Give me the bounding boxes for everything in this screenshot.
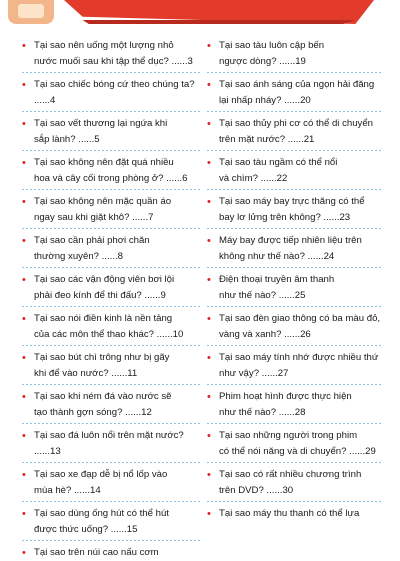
toc-entry-line — [34, 171, 202, 187]
dotted-divider — [22, 267, 202, 268]
toc-entry-text: Tại sao máy bay trực thăng có thể — [219, 196, 365, 207]
leader-dots: ...... — [276, 407, 295, 418]
bullet-icon: • — [207, 430, 211, 442]
toc-entry[interactable] — [207, 506, 383, 522]
dotted-divider — [207, 345, 383, 346]
toc-entry-text: Tại sao vết thương lại ngứa khi — [34, 118, 168, 129]
dotted-divider — [207, 462, 383, 463]
leader-dots: ...... — [108, 524, 127, 535]
dotted-divider — [207, 267, 383, 268]
toc-entry[interactable] — [207, 194, 383, 226]
toc-entry[interactable] — [22, 467, 202, 499]
toc-entry[interactable] — [22, 389, 202, 421]
toc-entry-text: Tại sao dùng ống hút có thể hút — [34, 508, 169, 519]
bullet-icon: • — [22, 235, 26, 247]
bullet-icon: • — [22, 469, 26, 481]
toc-entry-line — [34, 116, 202, 132]
toc-page-number: 13 — [50, 446, 61, 457]
dotted-divider — [22, 501, 202, 502]
toc-entry-line — [34, 272, 202, 288]
toc-entry-text: Tại sao khi ném đá vào nước sẽ — [34, 391, 172, 402]
toc-entry-line — [219, 327, 383, 343]
toc-entry-line — [34, 405, 202, 421]
toc-page-number: 8 — [117, 251, 124, 262]
header-banner — [0, 0, 400, 30]
toc-entry-line — [34, 288, 202, 304]
bullet-icon: • — [22, 313, 26, 325]
leader-dots: ...... — [320, 212, 340, 223]
dotted-divider — [207, 501, 383, 502]
toc-entry[interactable] — [22, 38, 202, 70]
toc-entry-text: như vậy? — [219, 368, 260, 379]
bullet-icon: • — [22, 274, 26, 286]
toc-entry-text: trên DVD? — [219, 485, 264, 496]
toc-entry-line — [34, 366, 202, 382]
toc-entry-line — [219, 171, 383, 187]
dotted-divider — [22, 150, 202, 151]
toc-entry-line — [34, 210, 202, 226]
toc-entry-text: phải đeo kính để thi đấu? — [34, 290, 142, 301]
toc-entry-text: Tại sao không nên mặc quần áo — [34, 196, 172, 207]
leader-dots: ...... — [34, 95, 50, 106]
toc-page-number: 21 — [303, 134, 315, 145]
bullet-icon: • — [207, 391, 211, 403]
toc-page-number: 6 — [182, 173, 188, 184]
toc-page-number: 7 — [148, 212, 154, 223]
toc-entry[interactable] — [22, 155, 202, 187]
toc-entry-text: nước muối sau khi tập thể dục? — [34, 56, 169, 67]
bullet-icon: • — [22, 118, 26, 130]
toc-entry-line — [219, 233, 383, 249]
toc-entry-line — [219, 77, 383, 93]
toc-entry-line — [219, 483, 383, 499]
leader-dots: ...... — [276, 56, 296, 67]
toc-entry-text: mùa hè? — [34, 485, 72, 496]
toc-entry-line — [34, 389, 202, 405]
toc-page-number: 12 — [141, 407, 152, 418]
bullet-icon: • — [22, 79, 26, 91]
toc-entry-line — [34, 77, 202, 109]
toc-entry-line — [34, 194, 202, 210]
toc-entry-line — [219, 467, 383, 483]
toc-entry-line — [219, 272, 383, 288]
leader-dots: ...... — [259, 368, 278, 379]
toc-entry-line — [34, 428, 202, 460]
toc-entry[interactable] — [22, 194, 202, 226]
dotted-divider — [22, 228, 202, 229]
bullet-icon: • — [207, 352, 211, 364]
bullet-icon: • — [22, 430, 26, 442]
toc-entry-text: khi để vào nước? — [34, 368, 109, 379]
toc-entry-text: Tại sao cần phải phơi chăn — [34, 235, 150, 246]
bullet-icon: • — [22, 547, 26, 559]
toc-entry-text: của các môn thể thao khác? — [34, 329, 154, 340]
leader-dots: ...... — [276, 290, 295, 301]
bullet-icon: • — [22, 157, 26, 169]
toc-page-number: 25 — [294, 290, 306, 301]
toc-entry-text: không như thế nào? — [219, 251, 305, 262]
dotted-divider — [207, 228, 383, 229]
toc-page-number: 26 — [300, 329, 311, 340]
book-illustration — [8, 0, 54, 24]
toc-entry-text: tạo thành gợn sóng? — [34, 407, 123, 418]
leader-dots: ...... — [99, 251, 118, 262]
bullet-icon: • — [207, 196, 211, 208]
dotted-divider — [22, 423, 202, 424]
bullet-icon: • — [22, 352, 26, 364]
toc-entry-text: Tại sao đá luôn nổi trên mặt nước? — [34, 430, 184, 441]
toc-entry[interactable] — [207, 116, 383, 148]
toc-entry-text: và chìm? — [219, 173, 258, 184]
toc-page-number: 4 — [50, 95, 56, 106]
dotted-divider — [207, 111, 383, 112]
leader-dots: ...... — [257, 173, 277, 184]
toc-entry-line — [219, 428, 383, 444]
toc-entry-text: ngay sau khi giặt khô? — [34, 212, 130, 223]
toc-entry-text: ngược dòng? — [219, 56, 277, 67]
toc-entry-line — [34, 350, 202, 366]
toc-entry-line — [34, 233, 202, 249]
toc-entry-text: như thế nào? — [219, 407, 277, 418]
toc-entry-text: sắp lành? — [34, 134, 76, 145]
dotted-divider — [207, 189, 383, 190]
bullet-icon: • — [207, 508, 211, 520]
toc-entry-text: Tại sao nên uống một lượng nhỏ — [34, 40, 174, 51]
toc-entry-line — [34, 506, 202, 522]
toc-entry[interactable] — [22, 272, 202, 304]
toc-page-number: 22 — [276, 173, 288, 184]
toc-entry-text: vàng và xanh? — [219, 329, 282, 340]
bullet-icon: • — [22, 391, 26, 403]
toc-entry-line — [219, 249, 383, 265]
toc-page-number: 3 — [187, 56, 193, 67]
toc-entry[interactable] — [207, 350, 383, 382]
toc-page-number: 9 — [160, 290, 166, 301]
toc-entry-text: có thể nói năng và di chuyển? — [219, 446, 347, 457]
toc-entry[interactable] — [207, 155, 383, 187]
toc-entry-text: Điện thoại truyền âm thanh — [219, 274, 335, 285]
toc-entry-text: Tại sao nói điền kinh là nền tảng — [34, 313, 173, 324]
toc-entry-line — [34, 467, 202, 483]
dotted-divider — [22, 540, 202, 541]
toc-page-number: 29 — [365, 446, 376, 457]
bullet-icon: • — [22, 196, 26, 208]
toc-entry-text: Tại sao có rất nhiều chương trình — [219, 469, 362, 480]
leader-dots: ...... — [281, 329, 301, 340]
dotted-divider — [22, 306, 202, 307]
toc-entry-text: lại nhấp nháy? — [219, 95, 282, 106]
leader-dots: ...... — [108, 368, 128, 379]
toc-entry-line — [219, 132, 383, 148]
toc-entry[interactable] — [207, 77, 383, 109]
toc-entry-text: Tại sao đèn giao thông có ba màu đỏ, — [219, 313, 381, 324]
toc-entry[interactable] — [22, 428, 202, 460]
toc-entry[interactable] — [207, 311, 383, 343]
toc-entry-text: thường xuyên? — [34, 251, 99, 262]
toc-entry-line — [34, 483, 202, 499]
toc-entry-text: Tại sao không nên đặt quá nhiều — [34, 157, 174, 168]
toc-entry[interactable] — [22, 311, 202, 343]
toc-entry-text: Phim hoạt hình được thực hiện — [219, 391, 352, 402]
toc-entry-line — [34, 155, 202, 171]
bullet-icon: • — [207, 469, 211, 481]
toc-entry-line — [34, 249, 202, 265]
dotted-divider — [22, 111, 202, 112]
dotted-divider — [22, 189, 202, 190]
dotted-divider — [22, 462, 202, 463]
dotted-divider — [22, 72, 202, 73]
leader-dots: ...... — [71, 485, 91, 496]
toc-page-number: 15 — [126, 524, 138, 535]
toc-entry-text: Tại sao máy tính nhớ được nhiều thứ — [219, 352, 379, 363]
bullet-icon: • — [207, 274, 211, 286]
dotted-divider — [22, 384, 202, 385]
toc-left-column — [22, 38, 202, 561]
toc-entry-text: được thức uống? — [34, 524, 109, 535]
bullet-icon: • — [207, 157, 211, 169]
leader-dots: ...... — [168, 56, 188, 67]
ribbon-shadow — [64, 20, 374, 24]
bullet-icon: • — [207, 118, 211, 130]
toc-entry[interactable] — [207, 428, 383, 460]
bullet-icon: • — [207, 313, 211, 325]
toc-entry-line — [219, 288, 383, 304]
toc-entry[interactable] — [22, 77, 202, 109]
toc-page-number: 20 — [300, 95, 311, 106]
leader-dots: ...... — [129, 212, 149, 223]
toc-entry-line — [219, 350, 383, 366]
toc-entry-text: Tại sao chiếc bóng cứ theo chúng ta? — [34, 79, 195, 90]
toc-page-number: 28 — [294, 407, 306, 418]
toc-entry[interactable] — [22, 116, 202, 148]
toc-entry[interactable] — [22, 350, 202, 382]
toc-entry-line — [219, 93, 383, 109]
toc-page-number: 30 — [282, 485, 294, 496]
toc-entry[interactable] — [207, 38, 383, 70]
toc-entry-text: Tại sao trên núi cao nấu cơm — [34, 547, 159, 558]
toc-entry-line — [219, 194, 383, 210]
toc-entry[interactable] — [22, 506, 202, 538]
leader-dots: ...... — [263, 485, 283, 496]
toc-page-number: 27 — [277, 368, 289, 379]
dotted-divider — [22, 345, 202, 346]
toc-entry-text: Tại sao tàu ngầm có thể nổi — [219, 157, 338, 168]
dotted-divider — [207, 150, 383, 151]
toc-entry-line — [219, 366, 383, 382]
toc-entry-text: Tại sao bút chì trông như bị gãy — [34, 352, 170, 363]
bullet-icon: • — [207, 235, 211, 247]
dotted-divider — [207, 72, 383, 73]
toc-entry-text: Tại sao ánh sáng của ngọn hải đăng — [219, 79, 375, 90]
toc-entry-text: Tại sao các vận động viên bơi lội — [34, 274, 175, 285]
leader-dots: ...... — [75, 134, 95, 145]
toc-entry-line — [219, 444, 383, 460]
toc-entry[interactable] — [22, 233, 202, 265]
toc-entry[interactable] — [207, 467, 383, 499]
toc-entry-text: Tại sao những người trong phim — [219, 430, 358, 441]
toc-entry-text: bay lơ lửng trên không? — [219, 212, 321, 223]
bullet-icon: • — [207, 79, 211, 91]
leader-dots: ...... — [281, 95, 301, 106]
toc-entry-line — [34, 311, 202, 327]
toc-entry-line — [219, 38, 383, 54]
toc-entry-line — [219, 405, 383, 421]
leader-dots: ...... — [154, 329, 173, 340]
toc-entry-line — [219, 54, 383, 70]
toc-entry[interactable] — [207, 272, 383, 304]
dotted-divider — [207, 384, 383, 385]
leader-dots: ...... — [304, 251, 324, 262]
toc-entry[interactable] — [207, 233, 383, 265]
bullet-icon: • — [22, 40, 26, 52]
toc-entry-line — [34, 522, 202, 538]
leader-dots: ...... — [34, 446, 50, 457]
toc-entry-text: Máy bay được tiếp nhiên liệu trên — [219, 235, 362, 246]
bullet-icon: • — [207, 40, 211, 52]
leader-dots: ...... — [163, 173, 183, 184]
toc-right-column — [207, 38, 383, 522]
toc-entry-line — [219, 116, 383, 132]
toc-page-number: 11 — [127, 368, 138, 379]
toc-entry-line — [219, 389, 383, 405]
toc-entry-line — [219, 210, 383, 226]
toc-entry-line — [34, 327, 202, 343]
dotted-divider — [207, 423, 383, 424]
leader-dots: ...... — [122, 407, 142, 418]
leader-dots: ...... — [141, 290, 161, 301]
toc-entry-line — [219, 506, 383, 522]
toc-entry[interactable] — [207, 389, 383, 421]
toc-page-number: 14 — [90, 485, 101, 496]
toc-entry-text: Tại sao thủy phi cơ có thể di chuyển — [219, 118, 374, 129]
toc-page-number: 23 — [339, 212, 351, 223]
toc-entry-text: trên mặt nước? — [219, 134, 286, 145]
toc-entry-line — [34, 38, 202, 54]
toc-entry-text: hoa và cây cối trong phòng ở? — [34, 173, 164, 184]
toc-entry-text: Tại sao tàu luôn cập bến — [219, 40, 325, 51]
leader-dots: ...... — [346, 446, 366, 457]
toc-entry-line — [34, 54, 202, 70]
toc-entry[interactable] — [22, 545, 202, 561]
toc-entry-line — [34, 545, 202, 561]
toc-page-number: 10 — [172, 329, 184, 340]
toc-page-number: 19 — [295, 56, 306, 67]
bullet-icon: • — [22, 508, 26, 520]
toc-page-number: 5 — [94, 134, 100, 145]
toc-page-number: 24 — [323, 251, 335, 262]
toc-entry-text: như thế nào? — [219, 290, 277, 301]
toc-entry-line — [219, 311, 383, 327]
toc-entry-line — [219, 155, 383, 171]
toc-entry-text: Tại sao máy thu thanh có thể lựa — [219, 508, 360, 519]
dotted-divider — [207, 306, 383, 307]
toc-entry-line — [34, 132, 202, 148]
toc-entry-text: Tại sao xe đạp dễ bị nổ lốp vào — [34, 469, 168, 480]
leader-dots: ...... — [285, 134, 304, 145]
